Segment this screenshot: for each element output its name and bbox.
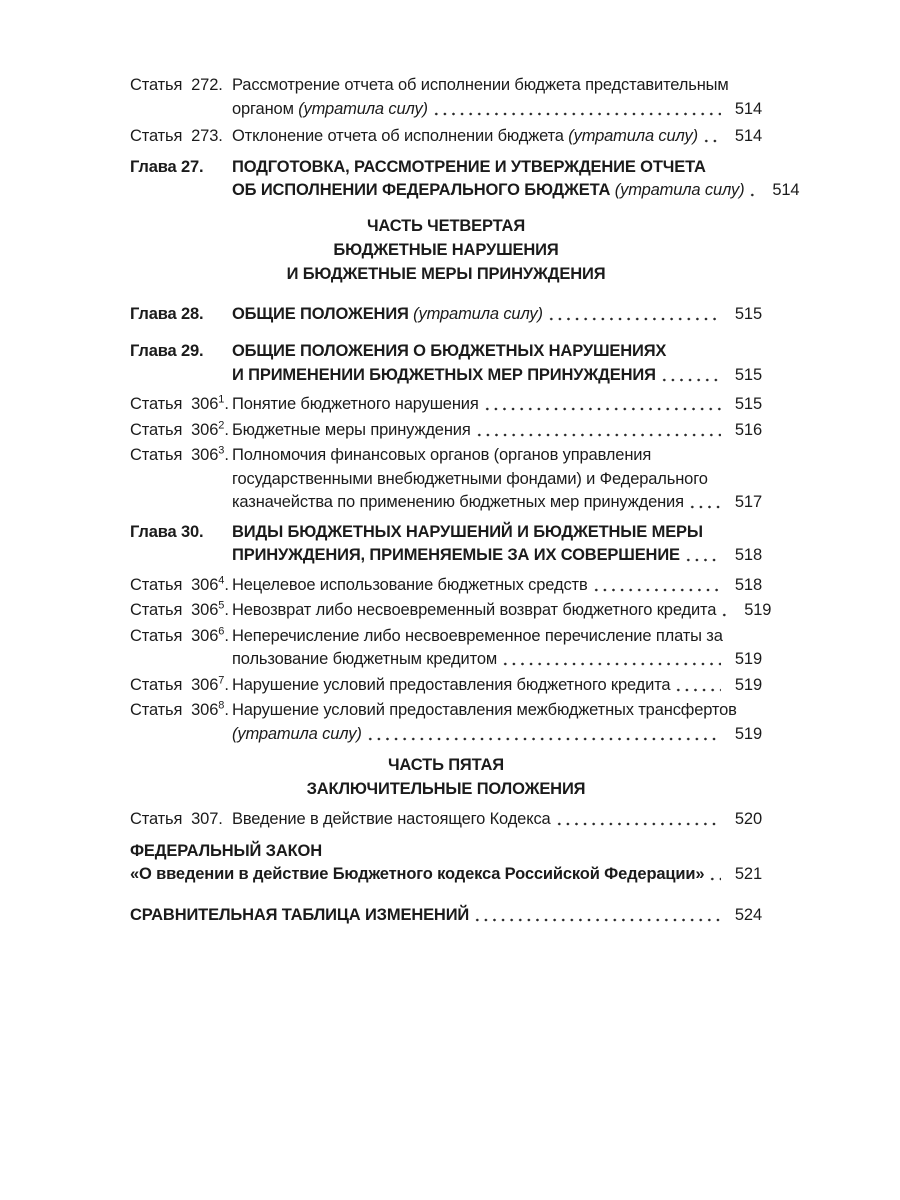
entry-line: ОБЩИЕ ПОЛОЖЕНИЯ (утратила силу) 515 — [232, 303, 762, 327]
entry-line: Полномочия финансовых органов (органов управления — [232, 446, 652, 464]
page-number: 514 — [734, 127, 762, 145]
dot-leader — [720, 599, 730, 623]
toc-entry-comparison-table — [130, 904, 762, 928]
entry-line: пользование бюджетным кредитом 519 — [232, 648, 762, 672]
entry-line: Невозврат либо несвоевременный возврат бюджетного кредита 519 — [232, 599, 762, 623]
dot-leader — [660, 364, 721, 388]
page-number: 521 — [734, 865, 762, 883]
part-heading-four — [130, 214, 762, 286]
entry-line: ОБ ИСПОЛНЕНИИ ФЕДЕРАЛЬНОГО БЮДЖЕТА (утратила силу) 514 — [232, 179, 762, 203]
toc-entry-federal-law — [130, 840, 762, 887]
entry-line: Отклонение отчета об исполнении бюджета (утратила силу) 514 — [232, 125, 762, 149]
entry-line: СРАВНИТЕЛЬНАЯ ТАБЛИЦА ИЗМЕНЕНИЙ 524 — [130, 904, 762, 928]
entry-label: Глава 27. — [130, 157, 204, 176]
entry-line: Нарушение условий предоставления межбюджетных трансфертов — [232, 701, 737, 719]
entry-line: Рассмотрение отчета об исполнении бюджета представительным — [232, 76, 729, 94]
dot-leader — [748, 179, 758, 203]
part-heading-line: БЮДЖЕТНЫЕ НАРУШЕНИЯ — [333, 240, 559, 259]
entry-label: Глава 28. — [130, 304, 204, 323]
toc-entry-article-273 — [130, 125, 762, 149]
article-superscript: 5 — [218, 599, 225, 612]
entry-line: «О введении в действие Бюджетного кодекса Российской Федерации» 521 — [130, 863, 762, 887]
article-superscript: 7 — [218, 674, 225, 686]
dot-leader — [592, 574, 721, 598]
toc-entry-chapter-28 — [130, 303, 762, 327]
dot-leader — [702, 125, 721, 149]
article-superscript: 4 — [218, 574, 225, 586]
part-heading-five — [130, 753, 762, 801]
dot-leader — [473, 904, 721, 928]
article-superscript: 3 — [218, 444, 225, 457]
toc-entry-article-272 — [130, 74, 762, 121]
entry-line: государственными внебюджетными фондами) и Федерального — [232, 469, 708, 488]
table-of-contents — [130, 74, 800, 927]
page-number: 524 — [734, 905, 762, 924]
toc-entry-article-306-4 — [130, 574, 762, 598]
entry-line: Введение в действие настоящего Кодекса 520 — [232, 808, 762, 832]
entry-line: казначейства по применению бюджетных мер принуждения 517 — [232, 491, 762, 515]
toc-entry-article-306-3 — [130, 444, 762, 515]
entry-line: (утратила силу) 519 — [232, 723, 762, 747]
dot-leader — [547, 303, 721, 327]
page-number: 518 — [734, 575, 762, 594]
page-number: 515 — [734, 304, 762, 323]
page-number: 514 — [734, 99, 762, 118]
entry-line: ВИДЫ БЮДЖЕТНЫХ НАРУШЕНИЙ И БЮДЖЕТНЫЕ МЕРЫ — [232, 522, 703, 541]
entry-label: Статья $306^5$. — [130, 599, 229, 619]
entry-label: Статья $306^8$. — [130, 699, 229, 719]
page-number: 514 — [772, 181, 800, 199]
entry-line: Неперечисление либо несвоевременное перечисление платы за — [232, 626, 723, 645]
dot-leader — [688, 491, 721, 515]
entry-line: Нарушение условий предоставления бюджетного кредита 519 — [232, 674, 762, 698]
toc-entry-chapter-29 — [130, 340, 762, 387]
entry-label: Глава 29. — [130, 342, 204, 360]
entry-label: Статья $306^6$. — [130, 625, 229, 645]
part-heading-line: ЧАСТЬ ПЯТАЯ — [387, 756, 504, 774]
page-number: 515 — [734, 395, 762, 413]
article-superscript: 2 — [218, 419, 225, 431]
entry-label: Глава 30. — [130, 522, 204, 541]
entry-label: Статья $306^2$. — [130, 419, 229, 439]
toc-entry-article-306-8 — [130, 699, 762, 746]
entry-label: Статья $306^1$. — [130, 393, 229, 413]
dot-leader — [366, 723, 721, 747]
entry-label: Статья $306^3$. — [130, 444, 229, 464]
entry-line: И ПРИМЕНЕНИИ БЮДЖЕТНЫХ МЕР ПРИНУЖДЕНИЯ 515 — [232, 364, 762, 388]
dot-leader — [483, 393, 721, 417]
page-number: 515 — [734, 365, 762, 384]
entry-line: ОБЩИЕ ПОЛОЖЕНИЯ О БЮДЖЕТНЫХ НАРУШЕНИЯХ — [232, 342, 667, 360]
entry-line: ПОДГОТОВКА, РАССМОТРЕНИЕ И УТВЕРЖДЕНИЕ ОТЧЕТА — [232, 157, 706, 176]
entry-label: Статья 307. — [130, 810, 223, 828]
page-number: 519 — [744, 601, 772, 619]
dot-leader — [708, 863, 721, 887]
part-heading-line: И БЮДЖЕТНЫЕ МЕРЫ ПРИНУЖДЕНИЯ — [286, 264, 606, 283]
dot-leader — [501, 648, 721, 672]
dot-leader — [684, 544, 721, 568]
toc-entry-article-306-1 — [130, 393, 762, 417]
toc-entry-article-306-2 — [130, 419, 762, 443]
page-number: 516 — [734, 420, 762, 439]
part-heading-line: ЧАСТЬ ЧЕТВЕРТАЯ — [366, 216, 526, 235]
toc-entry-article-306-5 — [130, 599, 772, 623]
dot-leader — [555, 808, 721, 832]
dot-leader — [674, 674, 721, 698]
entry-line: Нецелевое использование бюджетных средств 518 — [232, 574, 762, 598]
page-number: 518 — [734, 546, 762, 564]
article-superscript: 1 — [218, 393, 225, 406]
toc-entry-article-306-6 — [130, 625, 762, 672]
entry-label: Статья 272. — [130, 76, 223, 94]
entry-line: Понятие бюджетного нарушения 515 — [232, 393, 762, 417]
page-number: 519 — [734, 724, 762, 743]
page-number: 520 — [734, 810, 762, 828]
article-superscript: 6 — [218, 625, 225, 637]
toc-entry-article-306-7 — [130, 674, 762, 698]
page-number: 519 — [734, 650, 762, 668]
toc-entry-article-307 — [130, 808, 762, 832]
entry-label: Статья $306^4$. — [130, 574, 229, 594]
dot-leader — [475, 419, 721, 443]
toc-entry-chapter-30 — [130, 521, 762, 568]
article-superscript: 8 — [218, 699, 225, 712]
toc-entry-chapter-27 — [130, 156, 800, 203]
entry-label: Статья 273. — [130, 127, 223, 145]
entry-label: Статья $306^7$. — [130, 674, 229, 694]
page-number: 519 — [734, 675, 762, 694]
entry-line: Бюджетные меры принуждения 516 — [232, 419, 762, 443]
dot-leader — [432, 98, 721, 122]
page-number: 517 — [734, 493, 762, 511]
part-heading-line: ЗАКЛЮЧИТЕЛЬНЫЕ ПОЛОЖЕНИЯ — [306, 780, 586, 798]
entry-line: ПРИНУЖДЕНИЯ, ПРИМЕНЯЕМЫЕ ЗА ИХ СОВЕРШЕНИЕ 518 — [232, 544, 762, 568]
entry-line: органом (утратила силу) 514 — [232, 98, 762, 122]
entry-line: ФЕДЕРАЛЬНЫЙ ЗАКОН — [130, 841, 322, 860]
